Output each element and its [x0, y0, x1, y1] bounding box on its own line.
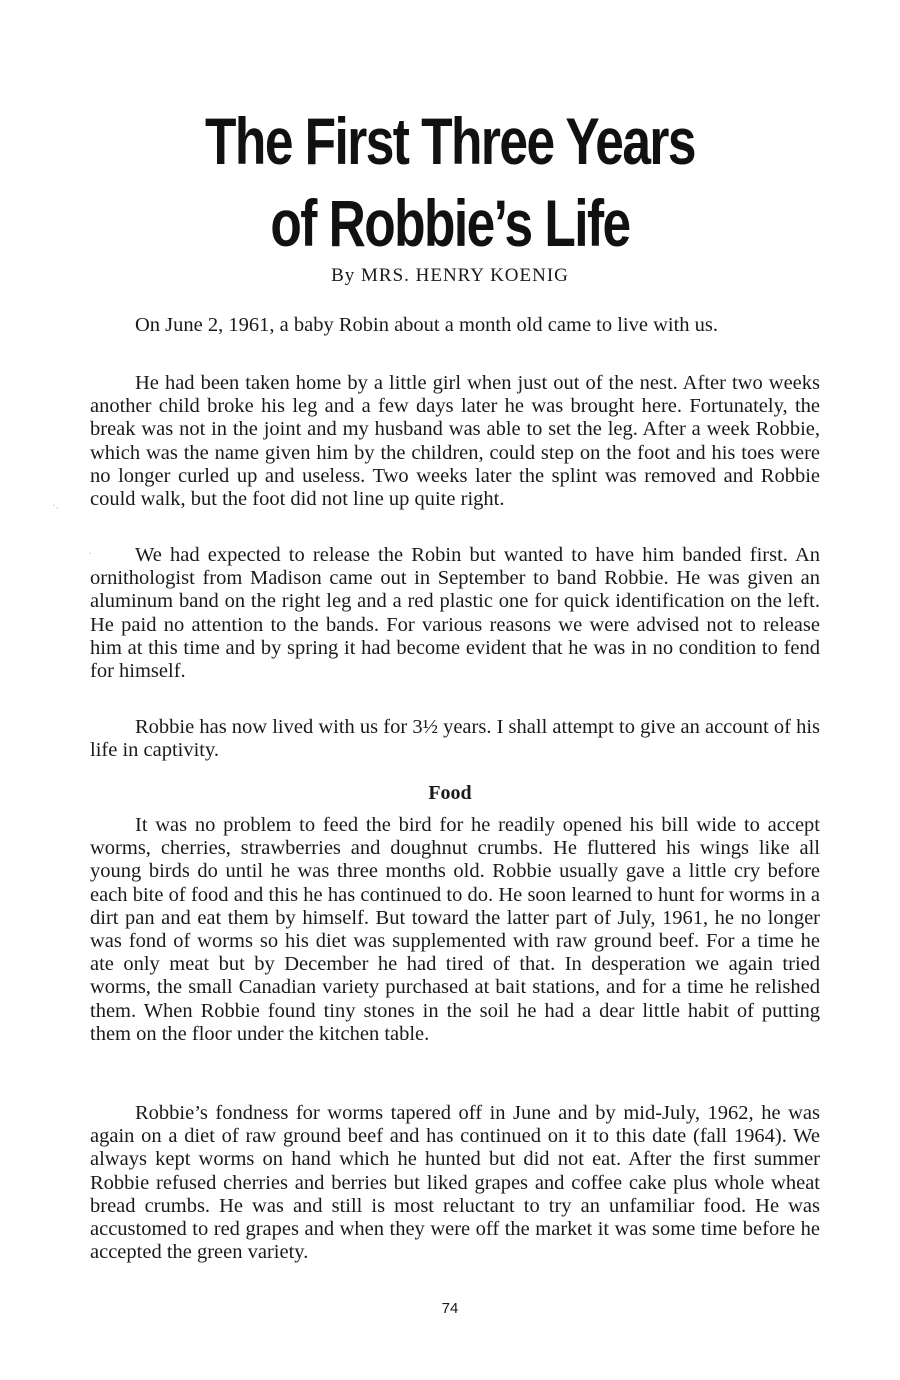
print-speck: ·.: [52, 498, 59, 512]
title-line-1: The First Three Years: [205, 104, 695, 178]
paragraph-1: On June 2, 1961, a baby Robin about a month old came to live with us.: [135, 314, 719, 336]
food-paragraph-2: Robbie’s fondness for worms tapered off in June and by mid-July, 1962, he was again on a diet of raw ground beef and has continued on it to this date (fall 1964). We always kept worms on hand which he hunted but did not eat. After the first summer Robbie refused cherries and berries but liked grapes and coffee cake plus whole wheat bread crumbs. He was and still is most reluctant to try an unfamiliar food. He was accustomed to red grapes and when they were off the market it was some time before he accepted the green variety.: [90, 1102, 820, 1264]
paragraph-3: We had expected to release the Robin but wanted to have him banded first. An ornithologist from Madison came out in September to band Robbie. He was given an aluminum band on the right leg and a red plastic one for quick identification on the left. He paid no attention to the bands. For various reasons we were advised not to release him at this time and by spring it had become evident that he was in no condition to fend for himself.: [90, 544, 820, 683]
paragraph-2: He had been taken home by a little girl when just out of the nest. After two weeks another child broke his leg and a few days later he was brought here. Fortunately, the break was not in the joint and my husband was able to set the leg. After a week Robbie, which was the name given him by the children, could step on the foot and his toes were no longer curled up and useless. Two weeks later the splint was removed and Robbie could walk, but the foot did not line up quite right.: [90, 372, 820, 511]
author-byline: By MRS. HENRY KOENIG: [331, 265, 569, 286]
paragraph-4: Robbie has now lived with us for 3½ years. I shall attempt to give an account of his life in captivity.: [90, 716, 820, 762]
section-heading-food: Food: [428, 782, 472, 804]
page-number: 74: [441, 1300, 459, 1317]
food-paragraph-1: It was no problem to feed the bird for he readily opened his bill wide to accept worms, cherries, strawberries and doughnut crumbs. He fluttered his wings like all young birds do until he was three months old. Robbie usually gave a little cry before each bite of food and this he has continued to do. He soon learned to hunt for worms in a dirt pan and eat them by himself. But toward the latter part of July, 1961, he no longer was fond of worms so his diet was supplemented with raw ground beef. For a time he ate only meat but by December he had tired of that. In desperation we again tried worms, the small Canadian variety purchased at bait stations, and for a time he relished them. When Robbie found tiny stones in the soil he had a dear little habit of putting them on the floor under the kitchen table.: [90, 814, 820, 1045]
title-line-2: of Robbie’s Life: [270, 186, 630, 260]
print-speck: ·: [88, 546, 92, 560]
article-title: [99, 100, 801, 264]
